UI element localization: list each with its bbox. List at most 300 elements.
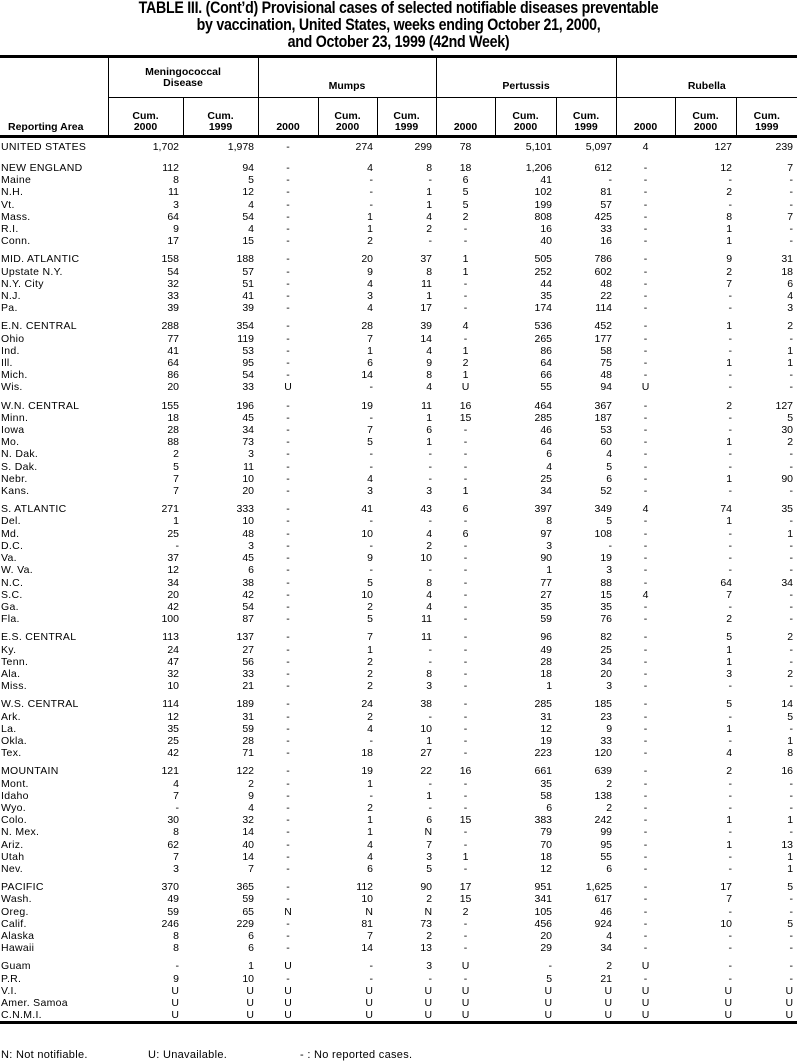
value-cell: - (789, 552, 794, 565)
footnote-not-notifiable: N: Not notifiable. (1, 1049, 88, 1061)
value-cell: 239 (775, 141, 794, 153)
value-cell: - (286, 826, 290, 839)
value-cell: - (728, 344, 733, 357)
value-cell: - (789, 381, 794, 394)
value-cell: 119 (237, 332, 255, 345)
table-row (0, 552, 797, 564)
reporting-area-cell: S. ATLANTIC (1, 503, 67, 516)
value-cell: 34 (540, 485, 553, 498)
value-cell: 28 (361, 320, 374, 333)
value-cell: - (728, 369, 733, 382)
value-cell: - (728, 826, 733, 839)
value-cell: - (643, 917, 648, 930)
table-row (0, 302, 797, 314)
value-cell: 3 (726, 667, 733, 680)
table-row (0, 290, 797, 302)
reporting-area-cell: Tex. (1, 747, 22, 760)
reporting-area-cell: Colo. (1, 814, 28, 827)
header-reporting-area: Reporting Area (8, 121, 84, 133)
value-cell: - (463, 576, 468, 589)
value-cell: 30 (167, 814, 179, 827)
value-cell: 16 (600, 235, 613, 248)
value-cell: - (643, 174, 648, 187)
value-cell: 536 (534, 320, 553, 333)
value-cell: 5 (248, 174, 255, 187)
value-cell: - (286, 893, 290, 906)
value-cell: - (548, 960, 553, 973)
value-cell: - (728, 929, 733, 942)
value-cell: 90 (540, 552, 553, 565)
value-cell: 97 (540, 527, 553, 540)
value-cell: 27 (540, 588, 553, 601)
reporting-area-cell: Md. (1, 527, 20, 540)
value-cell: 114 (162, 698, 179, 711)
value-cell: 13 (781, 838, 794, 851)
value-cell: 82 (600, 631, 613, 644)
value-cell: 6 (462, 503, 469, 516)
value-cell: - (286, 765, 290, 778)
value-cell: 105 (534, 905, 553, 918)
value-cell: - (643, 667, 648, 680)
value-cell: 41 (167, 344, 179, 357)
value-cell: 37 (420, 253, 433, 266)
value-cell: 6 (546, 801, 553, 814)
reporting-area-cell: Nev. (1, 862, 24, 875)
value-cell: - (286, 527, 290, 540)
value-cell: - (728, 789, 733, 802)
reporting-area-cell: Mass. (1, 210, 31, 223)
table-row (0, 199, 797, 211)
value-cell: - (789, 826, 794, 839)
value-cell: 35 (781, 503, 794, 516)
value-cell: 1 (462, 485, 469, 498)
table-row (0, 747, 797, 759)
value-cell: 1 (726, 357, 733, 370)
value-cell: U (365, 997, 374, 1009)
value-cell: 4 (367, 472, 374, 485)
value-cell: - (428, 710, 433, 723)
value-cell: - (286, 411, 290, 424)
table-row (0, 973, 797, 985)
value-cell: 16 (540, 223, 553, 236)
value-cell: 20 (167, 381, 179, 394)
value-cell: 6 (546, 448, 553, 461)
value-cell: - (728, 564, 733, 577)
value-cell: - (728, 485, 733, 498)
value-cell: - (463, 235, 468, 248)
value-cell: 3 (787, 302, 794, 315)
value-cell: U (461, 984, 470, 997)
value-cell: - (286, 344, 290, 357)
value-cell: - (286, 253, 290, 266)
value-cell: 8 (726, 210, 733, 223)
value-cell: 20 (167, 588, 179, 601)
value-cell: - (643, 862, 648, 875)
value-cell: 5 (787, 710, 794, 723)
value-cell: - (428, 564, 433, 577)
value-cell: 122 (236, 765, 255, 778)
table-row (0, 875, 797, 893)
value-cell: - (286, 600, 290, 613)
value-cell: 5 (606, 460, 613, 473)
value-cell: 3 (426, 680, 433, 693)
value-cell: 14 (420, 332, 433, 345)
value-cell: - (789, 460, 794, 473)
table-row (0, 369, 797, 381)
value-cell: 1 (367, 210, 374, 223)
value-cell: 3 (606, 680, 613, 693)
value-cell: - (728, 850, 733, 863)
value-cell: 90 (420, 881, 433, 894)
value-cell: 31 (781, 253, 794, 266)
value-cell: - (428, 643, 433, 656)
value-cell: - (608, 539, 613, 552)
value-cell: 127 (775, 399, 794, 412)
value-cell: - (643, 357, 648, 370)
header-col-0: Cum. 2000 (108, 98, 183, 137)
value-cell: 64 (167, 210, 179, 223)
value-cell: 12 (540, 862, 553, 875)
value-cell: 7 (787, 162, 794, 174)
value-cell: 33 (600, 734, 613, 747)
value-cell: 1 (426, 734, 433, 747)
reporting-area-cell: NEW ENGLAND (1, 162, 83, 174)
value-cell: 1 (787, 344, 794, 357)
reporting-area-cell: Conn. (1, 235, 31, 248)
value-cell: 223 (534, 747, 553, 760)
value-cell: 2 (426, 223, 433, 236)
value-cell: 3 (426, 485, 433, 498)
value-cell: - (286, 424, 290, 437)
value-cell: - (643, 460, 648, 473)
value-cell: - (369, 564, 374, 577)
value-cell: 5,097 (585, 141, 613, 153)
value-cell: 5 (462, 198, 469, 211)
value-cell: - (643, 162, 648, 174)
value-cell: 246 (161, 917, 179, 930)
reporting-area-cell: Ala. (1, 667, 21, 680)
value-cell: U (461, 960, 470, 973)
value-cell: - (369, 381, 374, 394)
disease-table (0, 55, 797, 1024)
value-cell: - (463, 777, 468, 790)
reporting-area-cell: Calif. (1, 917, 27, 930)
value-cell: 199 (534, 198, 553, 211)
value-cell: 242 (594, 814, 613, 827)
value-cell: 42 (167, 747, 179, 760)
value-cell: - (643, 369, 648, 382)
value-cell: 32 (242, 814, 255, 827)
value-cell: 1 (367, 814, 374, 827)
value-cell: - (643, 576, 648, 589)
value-cell: - (286, 141, 290, 153)
value-cell: 11 (421, 277, 433, 290)
value-cell: 4 (367, 722, 374, 735)
value-cell: 35 (540, 600, 553, 613)
value-cell: 56 (242, 655, 255, 668)
table-row (0, 412, 797, 424)
value-cell: 52 (600, 485, 613, 498)
value-cell: - (643, 838, 648, 851)
value-cell: 9 (726, 253, 733, 266)
value-cell: 639 (594, 765, 613, 778)
value-cell: U (424, 997, 433, 1009)
reporting-area-cell: Fla. (1, 613, 20, 626)
value-cell: 7 (173, 472, 179, 485)
value-cell: - (175, 960, 179, 973)
value-cell: 10 (242, 515, 255, 528)
value-cell: 38 (242, 576, 255, 589)
value-cell: 2 (367, 710, 374, 723)
value-cell: - (369, 186, 374, 199)
value-cell: 8 (546, 515, 553, 528)
value-cell: 6 (367, 862, 374, 875)
table-row (0, 997, 797, 1009)
value-cell: U (736, 1009, 797, 1023)
value-cell: 2 (367, 655, 374, 668)
value-cell: 1 (426, 436, 433, 449)
table-row (0, 930, 797, 942)
table-row (0, 589, 797, 601)
value-cell: 2 (367, 600, 374, 613)
value-cell: 17 (420, 302, 433, 315)
value-cell: 34 (781, 576, 794, 589)
table-row (0, 345, 797, 357)
value-cell: - (643, 747, 648, 760)
table-row (0, 357, 797, 369)
value-cell: - (286, 972, 290, 985)
value-cell: 25 (167, 734, 179, 747)
value-cell: 58 (540, 789, 553, 802)
value-cell: 1 (367, 826, 374, 839)
value-cell: 53 (242, 344, 255, 357)
value-cell: 20 (242, 485, 255, 498)
value-cell: - (728, 381, 733, 394)
value-cell: - (643, 631, 648, 644)
value-cell: - (643, 765, 648, 778)
value-cell: - (789, 539, 794, 552)
value-cell: - (428, 801, 433, 814)
value-cell: 4 (367, 838, 374, 851)
value-cell: 1 (462, 369, 469, 382)
value-cell: - (369, 515, 374, 528)
value-cell: 7 (367, 929, 374, 942)
value-cell: 8 (173, 826, 179, 839)
value-cell: - (463, 710, 468, 723)
value-cell: 5 (546, 972, 553, 985)
reporting-area-cell: Ind. (1, 344, 20, 357)
value-cell: 452 (594, 320, 613, 333)
value-cell: 15 (459, 411, 472, 424)
value-cell: 78 (459, 141, 472, 153)
value-cell: 10 (167, 680, 179, 693)
value-cell: 112 (356, 881, 374, 894)
value-cell: - (286, 722, 290, 735)
value-cell: 1 (462, 265, 469, 278)
value-cell: 10 (361, 588, 374, 601)
value-cell: U (461, 381, 470, 394)
table-row (0, 826, 797, 838)
header-column-row (0, 98, 797, 137)
reporting-area-cell: Ky. (1, 643, 17, 656)
value-cell: 114 (595, 302, 613, 315)
value-cell: 425 (594, 210, 613, 223)
value-cell: 1 (787, 862, 794, 875)
value-cell: - (789, 174, 794, 187)
value-cell: 1 (367, 223, 374, 236)
value-cell: - (789, 680, 794, 693)
value-cell: - (286, 539, 290, 552)
value-cell: - (643, 655, 648, 668)
value-cell: - (728, 942, 733, 955)
value-cell: 5 (726, 698, 733, 711)
header-blank (0, 57, 108, 98)
value-cell: 2 (367, 801, 374, 814)
reporting-area-cell: D.C. (1, 539, 24, 552)
reporting-area-cell: Alaska (1, 929, 35, 942)
value-cell: 8 (787, 747, 794, 760)
value-cell: 370 (161, 881, 179, 894)
value-cell: - (643, 643, 648, 656)
value-cell: - (643, 905, 648, 918)
value-cell: 29 (540, 942, 553, 955)
value-cell: 174 (534, 302, 553, 315)
value-cell: U (365, 984, 374, 997)
value-cell: - (643, 881, 648, 894)
reporting-area-cell: Idaho (1, 789, 29, 802)
value-cell: - (643, 290, 648, 303)
value-cell: - (286, 357, 290, 370)
table-row (0, 656, 797, 668)
value-cell: 4 (606, 448, 613, 461)
reporting-area-cell: N.H. (1, 186, 24, 199)
value-cell: - (286, 332, 290, 345)
value-cell: - (789, 588, 794, 601)
value-cell: - (463, 698, 468, 711)
footnote-no-reported: - : No reported cases. (300, 1049, 413, 1061)
value-cell: 9 (173, 972, 179, 985)
value-cell: - (286, 210, 290, 223)
value-cell: 34 (600, 942, 613, 955)
value-cell: 3 (426, 850, 433, 863)
value-cell: 7 (726, 893, 733, 906)
value-cell: 505 (534, 253, 553, 266)
table-row (0, 1009, 797, 1023)
reporting-area-cell: Del. (1, 515, 21, 528)
reporting-area-cell: R.I. (1, 223, 19, 236)
value-cell: 3 (367, 290, 374, 303)
value-cell: - (789, 777, 794, 790)
value-cell: 8 (426, 162, 433, 174)
value-cell: 55 (540, 381, 553, 394)
value-cell: 6 (462, 527, 469, 540)
value-cell: 108 (594, 527, 613, 540)
value-cell: 49 (540, 643, 553, 656)
header-group-meningococcal: Meningococcal Disease (108, 57, 258, 98)
value-cell: 1 (426, 186, 433, 199)
reporting-area-cell: N. Dak. (1, 448, 39, 461)
reporting-area-cell: Okla. (1, 734, 28, 747)
value-cell: 341 (534, 893, 553, 906)
value-cell: 7 (248, 862, 255, 875)
reporting-area-cell: Wyo. (1, 801, 27, 814)
value-cell: 57 (600, 198, 613, 211)
value-cell: - (286, 777, 290, 790)
value-cell: - (643, 680, 648, 693)
header-group-pertussis: Pertussis (436, 57, 616, 98)
value-cell: - (463, 929, 468, 942)
value-cell: - (428, 472, 433, 485)
value-cell: - (369, 460, 374, 473)
reporting-area-cell: Ill. (1, 357, 13, 370)
value-cell: - (643, 344, 648, 357)
table-row (0, 668, 797, 680)
value-cell: - (463, 613, 468, 626)
header-col-8: 2000 (616, 98, 675, 137)
value-cell: 39 (420, 320, 433, 333)
value-cell: U (318, 1009, 377, 1023)
reporting-area-cell: Mo. (1, 436, 20, 449)
value-cell: 7 (173, 850, 179, 863)
table-row (0, 156, 797, 174)
value-cell: - (789, 186, 794, 199)
value-cell: - (463, 277, 468, 290)
value-cell: - (643, 186, 648, 199)
value-cell: - (286, 162, 290, 174)
value-cell: 2 (367, 680, 374, 693)
value-cell: 49 (167, 893, 179, 906)
value-cell: 47 (167, 655, 179, 668)
value-cell: 62 (167, 838, 179, 851)
value-cell: 86 (540, 344, 553, 357)
reporting-area-cell: Ohio (1, 332, 25, 345)
value-cell: - (643, 424, 648, 437)
value-cell: 4 (426, 210, 433, 223)
reporting-area-cell: Wis. (1, 381, 23, 394)
reporting-area-cell: Upstate N.Y. (1, 265, 63, 278)
value-cell: U (108, 1009, 183, 1023)
value-cell: 17 (720, 881, 733, 894)
reporting-area-cell: S.C. (1, 588, 23, 601)
value-cell: 5 (462, 186, 469, 199)
value-cell: 6 (367, 357, 374, 370)
value-cell: 39 (167, 302, 179, 315)
value-cell: 54 (242, 369, 255, 382)
value-cell: 28 (540, 655, 553, 668)
value-cell: 1 (726, 814, 733, 827)
value-cell: - (428, 655, 433, 668)
value-cell: 81 (361, 917, 374, 930)
value-cell: - (643, 801, 648, 814)
value-cell: 4 (367, 850, 374, 863)
value-cell: 4 (426, 344, 433, 357)
value-cell: 6 (787, 277, 794, 290)
value-cell: - (369, 539, 374, 552)
value-cell: 1 (367, 777, 374, 790)
value-cell: 57 (242, 265, 255, 278)
value-cell: - (789, 929, 794, 942)
table-row (0, 473, 797, 485)
value-cell: 4 (248, 198, 255, 211)
value-cell: 1 (726, 643, 733, 656)
value-cell: - (643, 722, 648, 735)
reporting-area-cell: W. Va. (1, 564, 33, 577)
value-cell: - (789, 600, 794, 613)
value-cell: U (246, 984, 255, 997)
value-cell: 59 (540, 613, 553, 626)
table-row (0, 515, 797, 527)
table-row (0, 814, 797, 826)
